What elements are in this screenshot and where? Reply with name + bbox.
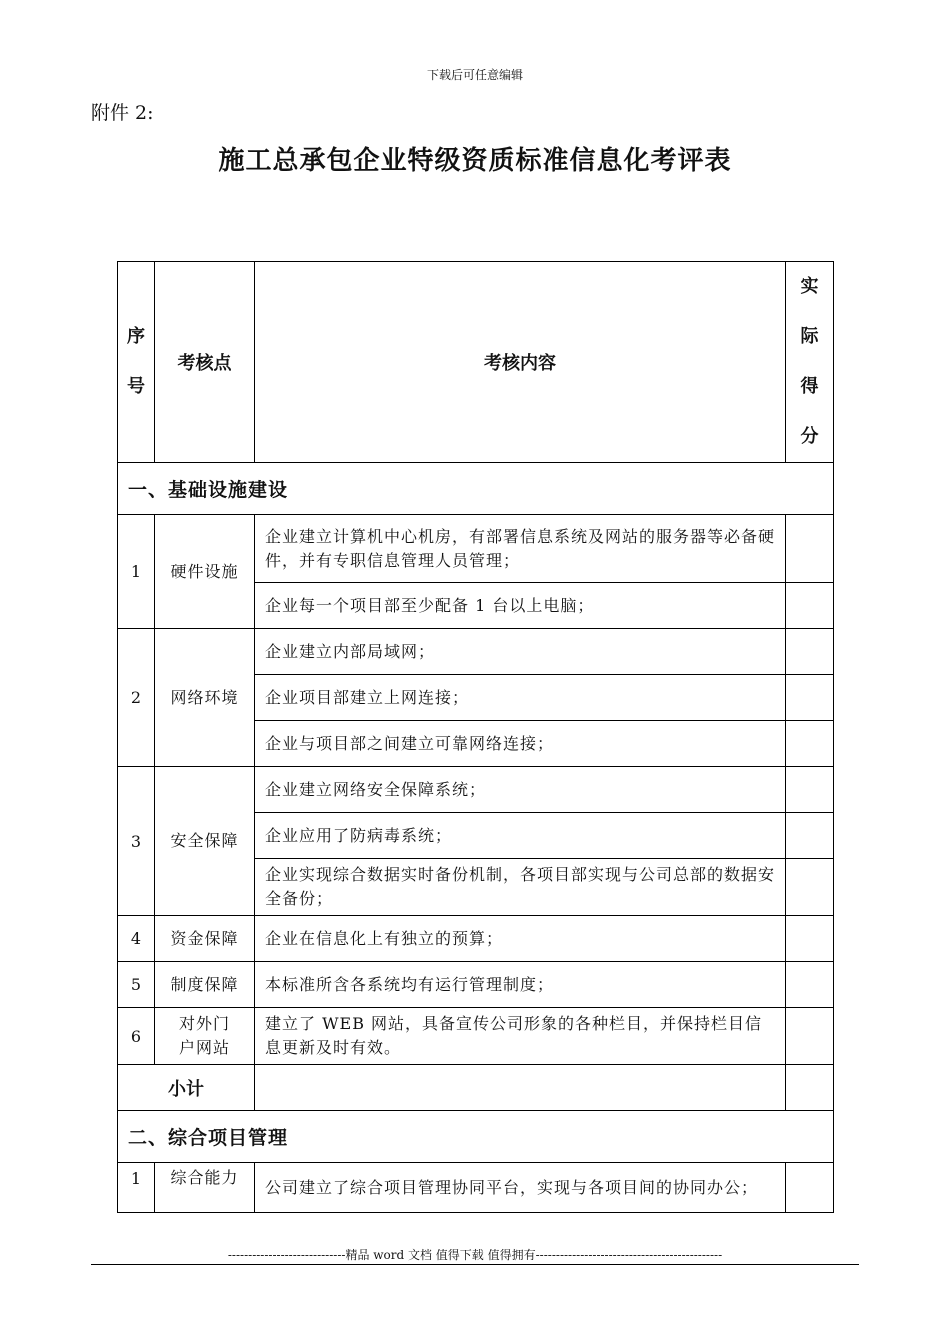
score-cell[interactable] [786, 515, 834, 583]
section-row [118, 463, 834, 515]
header-point: 考核点 [155, 262, 255, 463]
subtotal-content [255, 1065, 786, 1111]
subtotal-row [118, 1065, 834, 1111]
assessment-point: 资金保障 [155, 916, 255, 962]
header-note: 下载后可任意编辑 [426, 68, 523, 82]
section-title-2: 二、综合项目管理 [118, 1111, 834, 1163]
assessment-item: 企业应用了防病毒系统； [255, 813, 786, 859]
header-no: 序 号 [118, 262, 155, 463]
table-row [118, 515, 834, 583]
attachment-label: 附件 2: [91, 102, 154, 124]
assessment-point: 制度保障 [155, 962, 255, 1008]
subtotal-label: 小计 [118, 1065, 255, 1111]
assessment-item: 企业在信息化上有独立的预算； [255, 916, 786, 962]
row-number: 3 [118, 767, 155, 916]
assessment-item: 企业与项目部之间建立可靠网络连接； [255, 721, 786, 767]
table-row [118, 962, 834, 1008]
table-header-row [118, 262, 834, 463]
assessment-item: 企业建立网络安全保障系统； [255, 767, 786, 813]
row-number: 5 [118, 962, 155, 1008]
score-cell[interactable] [786, 767, 834, 813]
assessment-point: 综合能力 [155, 1163, 255, 1213]
evaluation-table [117, 261, 834, 1213]
assessment-item: 公司建立了综合项目管理协同平台，实现与各项目间的协同办公； [255, 1163, 786, 1213]
assessment-item: 企业建立内部局域网； [255, 629, 786, 675]
assessment-item: 建立了 WEB 网站，具备宣传公司形象的各种栏目，并保持栏目信息更新及时有效。 [255, 1008, 786, 1065]
header-score: 实 际 得 分 [786, 262, 834, 463]
score-cell[interactable] [786, 629, 834, 675]
assessment-point: 硬件设施 [155, 515, 255, 629]
score-cell[interactable] [786, 721, 834, 767]
score-cell[interactable] [786, 813, 834, 859]
row-number: 4 [118, 916, 155, 962]
footer-divider [91, 1264, 859, 1265]
score-cell[interactable] [786, 962, 834, 1008]
assessment-item: 本标准所含各系统均有运行管理制度； [255, 962, 786, 1008]
header-content: 考核内容 [255, 262, 786, 463]
score-cell[interactable] [786, 916, 834, 962]
table-row [118, 916, 834, 962]
table-row [118, 629, 834, 675]
footer-text: -----------------------------精品 word 文档 值得下载 值得拥有---------------------------------------------- [227, 1248, 723, 1262]
assessment-item: 企业项目部建立上网连接； [255, 675, 786, 721]
table-row [118, 1163, 834, 1213]
section-title-1: 一、基础设施建设 [118, 463, 834, 515]
document-title: 施工总承包企业特级资质标准信息化考评表 [218, 146, 732, 176]
row-number: 1 [118, 1163, 155, 1213]
table-row [118, 1008, 834, 1065]
assessment-item: 企业实现综合数据实时备份机制，各项目部实现与公司总部的数据安全备份； [255, 859, 786, 916]
assessment-item: 企业每一个项目部至少配备 1 台以上电脑； [255, 583, 786, 629]
score-cell[interactable] [786, 1163, 834, 1213]
score-cell[interactable] [786, 675, 834, 721]
score-cell[interactable] [786, 583, 834, 629]
score-cell[interactable] [786, 859, 834, 916]
assessment-point: 对外门户网站 [155, 1008, 255, 1065]
assessment-point: 安全保障 [155, 767, 255, 916]
score-cell[interactable] [786, 1065, 834, 1111]
table-row [118, 767, 834, 813]
row-number: 1 [118, 515, 155, 629]
row-number: 2 [118, 629, 155, 767]
row-number: 6 [118, 1008, 155, 1065]
score-cell[interactable] [786, 1008, 834, 1065]
section-row [118, 1111, 834, 1163]
assessment-item: 企业建立计算机中心机房，有部署信息系统及网站的服务器等必备硬件，并有专职信息管理人员管理； [255, 515, 786, 583]
assessment-point: 网络环境 [155, 629, 255, 767]
